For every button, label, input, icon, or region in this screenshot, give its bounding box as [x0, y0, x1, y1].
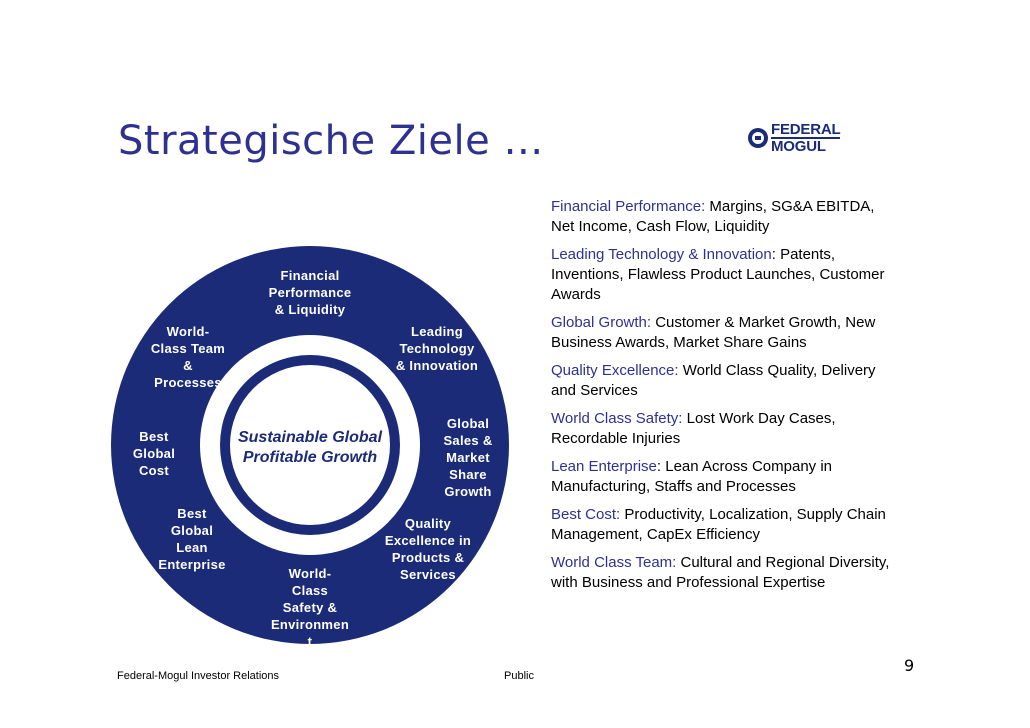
- goal-text: Margins, SG&A EBITDA, Net Income, Cash Flow, Liquidity: [551, 198, 875, 235]
- goal-item: [551, 457, 896, 497]
- goal-text: : Lean Across Company in Manufacturing, Staffs and Processes: [551, 458, 832, 495]
- strategy-ring-diagram: [110, 245, 510, 649]
- goal-item: [551, 245, 896, 305]
- goal-item: [551, 361, 896, 401]
- footer-left: Federal-Mogul Investor Relations: [117, 670, 280, 682]
- goals-list: [551, 197, 896, 601]
- segment-safety: World- Class Safety & Environmen t: [270, 566, 350, 649]
- goal-item: [551, 553, 896, 593]
- goal-text: Lost Work Day Cases, Recordable Injuries: [551, 410, 836, 447]
- segment-cost: Best Global Cost: [132, 429, 176, 478]
- logo-line-2: MOGUL: [771, 138, 826, 155]
- segment-quality: Quality Excellence in Products & Services: [384, 516, 472, 582]
- goal-label: Lean Enterprise: [551, 458, 657, 475]
- center-label: Sustainable Global Profitable Growth: [237, 429, 383, 466]
- segment-global-sales: Global Sales & Market Share Growth: [443, 416, 493, 499]
- goal-item: [551, 197, 896, 237]
- goal-label: World Class Safety:: [551, 410, 683, 427]
- segment-lean: Best Global Lean Enterprise: [158, 506, 226, 572]
- federal-mogul-logo: [748, 116, 870, 160]
- goal-item: [551, 313, 896, 353]
- goal-text: World Class Quality, Delivery and Services: [551, 362, 876, 399]
- goal-label: World Class Team:: [551, 554, 677, 571]
- goal-label: Global Growth:: [551, 314, 652, 331]
- segment-technology: Leading Technology & Innovation: [395, 324, 479, 373]
- goal-label: Best Cost:: [551, 506, 621, 523]
- segment-financial: Financial Performance & Liquidity: [268, 268, 352, 317]
- goal-text: Productivity, Localization, Supply Chain Management, CapEx Efficiency: [551, 506, 886, 543]
- goal-text: Customer & Market Growth, New Business Awards, Market Share Gains: [551, 314, 876, 351]
- goal-item: [551, 505, 896, 545]
- logo-wordmark: [771, 122, 840, 154]
- logo-line-1: FEDERAL: [771, 121, 841, 138]
- goal-text: : Patents, Inventions, Flawless Product Launches, Customer Awards: [551, 246, 885, 303]
- logo-mark-icon: [748, 128, 768, 148]
- goal-label: Quality Excellence:: [551, 362, 679, 379]
- footer-classification: Public: [504, 670, 534, 682]
- goal-label: Leading Technology & Innovation: [551, 246, 772, 263]
- segment-team: World- Class Team & Processes: [150, 324, 226, 390]
- goal-text: Cultural and Regional Diversity, with Business and Professional Expertise: [551, 554, 890, 591]
- slide-title: Strategische Ziele …: [118, 118, 544, 164]
- goal-label: Financial Performance:: [551, 198, 706, 215]
- page-number: 9: [904, 656, 915, 675]
- goal-item: [551, 409, 896, 449]
